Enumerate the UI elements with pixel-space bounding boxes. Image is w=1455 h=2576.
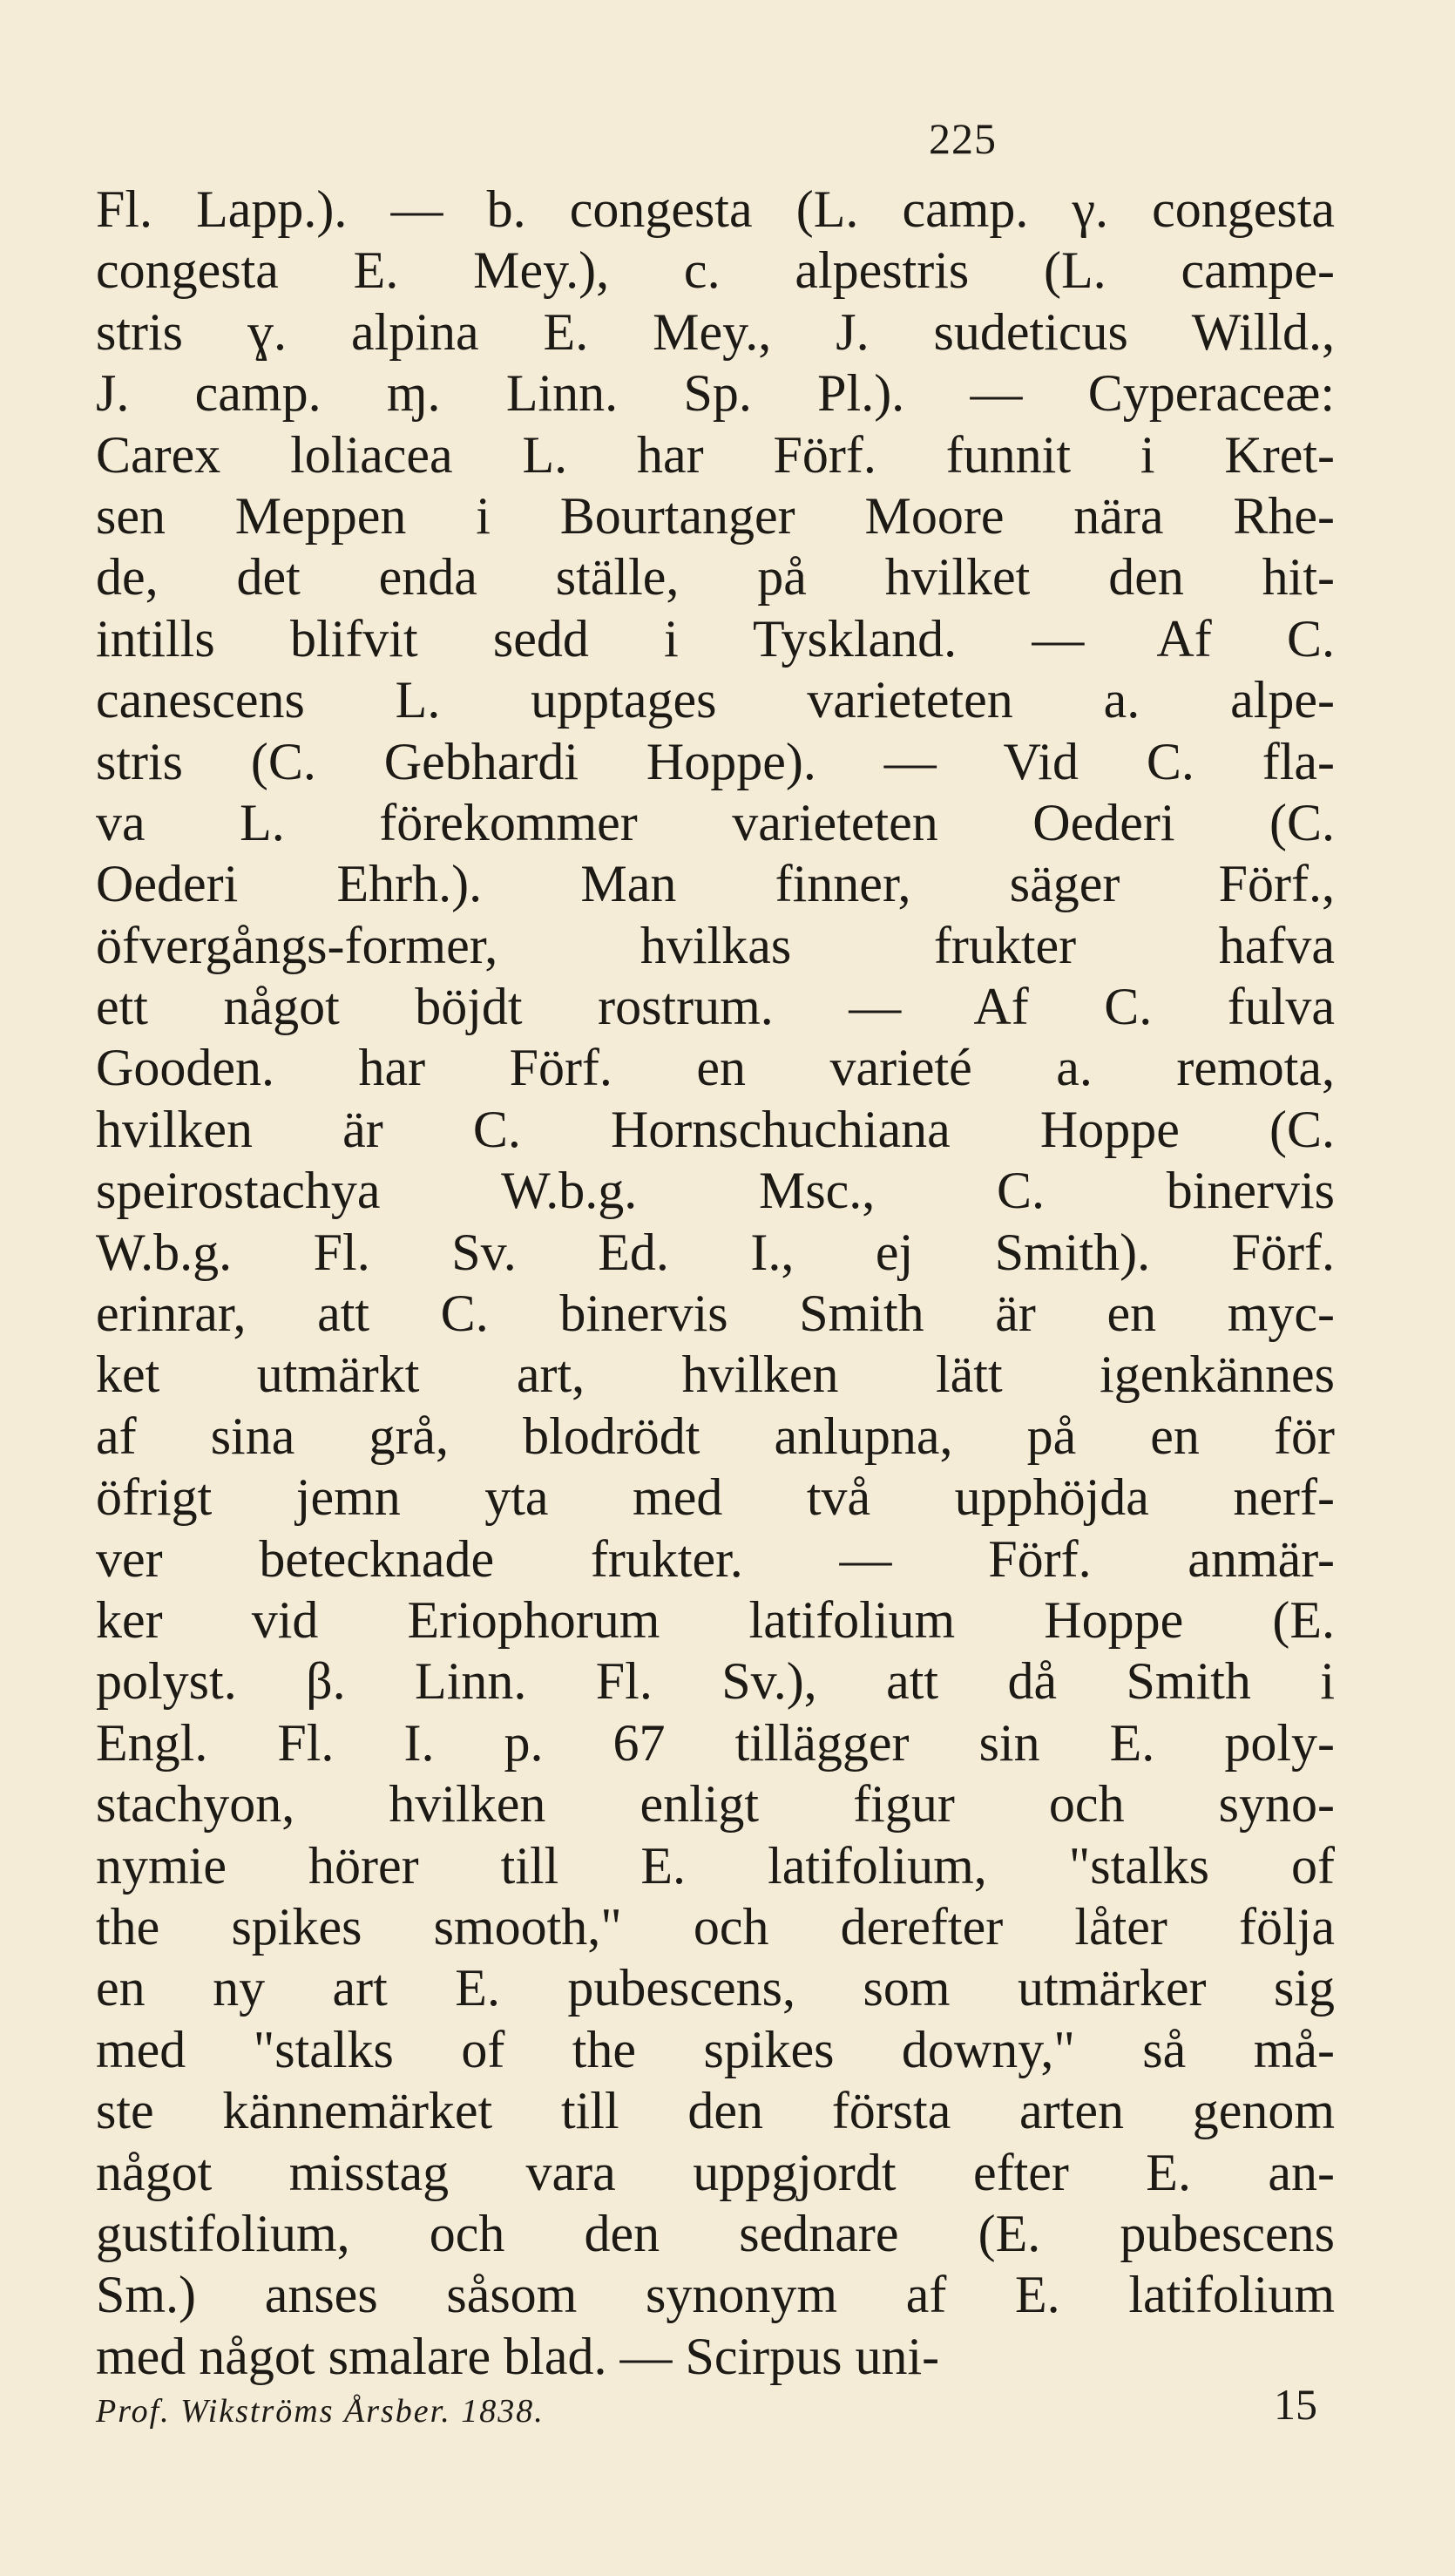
text-line: Engl. Fl. I. p. 67 tillägger sin E. poly- [96,1713,1335,1772]
text-line: hvilken är C. Hornschuchiana Hoppe (C. [96,1100,1335,1158]
text-line: Oederi Ehrh.). Man finner, säger Förf., [96,855,1335,913]
text-line: intills blifvit sedd i Tyskland. — Af C. [96,609,1335,668]
text-line: ver betecknade frukter. — Förf. anmär- [96,1529,1335,1588]
text-line: va L. förekommer varieteten Oederi (C. [96,793,1335,851]
text-line: ket utmärkt art, hvilken lätt igenkännes [96,1346,1335,1404]
text-line: erinrar, att C. binervis Smith är en myc- [96,1285,1335,1343]
text-line: de, det enda ställe, på hvilket den hit- [96,548,1335,607]
text-line: congesta E. Mey.), c. alpestris (L. campe- [96,241,1335,300]
text-line: stris ɣ. alpina E. Mey., J. sudeticus Willd., [96,302,1335,361]
text-line: stachyon, hvilken enligt figur och syno- [96,1775,1335,1834]
text-line: något misstag vara uppgjordt efter E. an- [96,2143,1335,2201]
text-line: Carex loliacea L. har Förf. funnit i Kret- [96,425,1335,484]
text-line: ett något böjdt rostrum. — Af C. fulva [96,978,1335,1036]
text-line: J. camp. ɱ. Linn. Sp. Pl.). — Cyperaceæ: [96,364,1335,423]
text-line: Sm.) anses såsom synonym af E. latifolium [96,2266,1335,2324]
text-line: ker vid Eriophorum latifolium Hoppe (E. [96,1590,1335,1649]
text-line: speirostachya W.b.g. Msc., C. binervis [96,1162,1335,1220]
text-line: gustifolium, och den sednare (E. pubescens [96,2204,1335,2262]
text-line: öfvergångs-former, hvilkas frukter hafva [96,916,1335,974]
body-text [96,179,1335,2387]
text-line: af sina grå, blodrödt anlupna, på en för [96,1407,1335,1465]
text-line: sen Meppen i Bourtanger Moore nära Rhe- [96,486,1335,545]
text-line: en ny art E. pubescens, som utmärker sig [96,1959,1335,2017]
text-line: Gooden. har Förf. en varieté a. remota, [96,1039,1335,1097]
running-footer: Prof. Wikströms Årsber. 1838. [96,2393,545,2430]
text-line: öfrigt jemn yta med två upphöjda nerf- [96,1468,1335,1527]
text-line: the spikes smooth," och derefter låter följa [96,1897,1335,1956]
text-line: med något smalare blad. — Scirpus uni- [96,2327,940,2385]
text-line: Fl. Lapp.). — b. congesta (L. camp. γ. congesta [96,180,1335,238]
text-line: ste kännemärket till den första arten genom [96,2082,1335,2140]
text-line: polyst. β. Linn. Fl. Sv.), att då Smith i [96,1652,1335,1711]
text-line: med "stalks of the spikes downy," så må- [96,2020,1335,2078]
text-line: W.b.g. Fl. Sv. Ed. I., ej Smith). Förf. [96,1223,1335,1281]
text-line: canescens L. upptages varieteten a. alpe- [96,671,1335,729]
text-line: stris (C. Gebhardi Hoppe). — Vid C. fla- [96,732,1335,790]
page-number: 225 [929,114,997,163]
signature-mark: 15 [1274,2380,1317,2429]
text-line: nymie hörer till E. latifolium, "stalks of [96,1836,1335,1895]
